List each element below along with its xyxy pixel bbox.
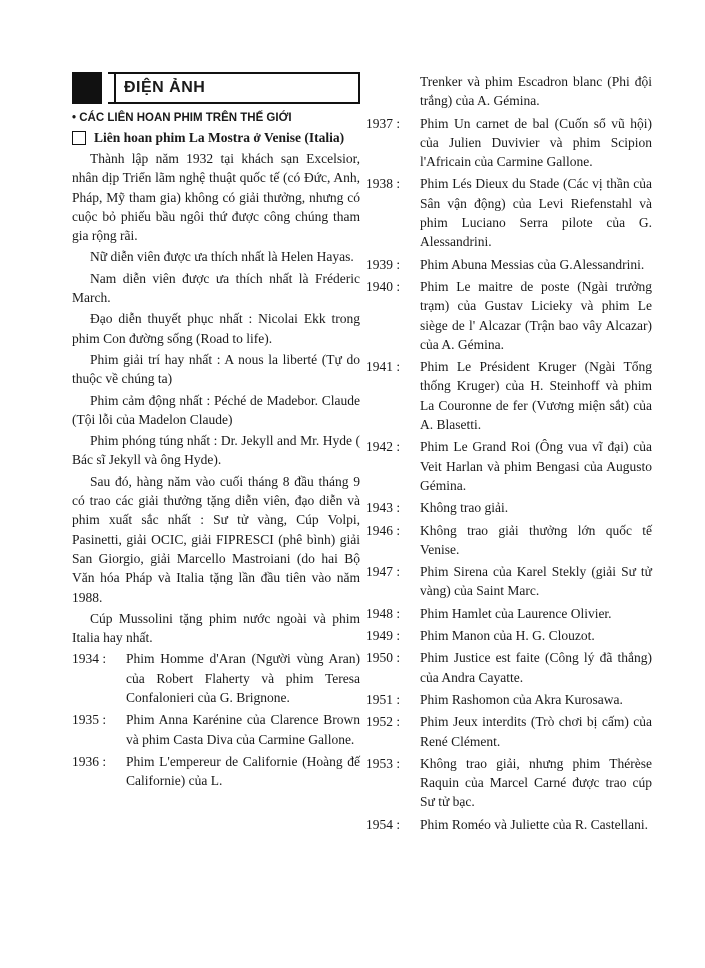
entry-text: Không trao giải, nhưng phim Thérèse Raquin của Marcel Carné được trao cúp Sư tử bạc. [420,755,652,810]
right-year-list [366,114,652,834]
entry-year: 1939 : [366,256,401,272]
intro-paragraph: Phim cảm động nhất : Péché de Madebor. Claude (Tội lỗi của Madelon Claude) [72,392,360,427]
intro-paragraph: Cúp Mussolini tặng phim nước ngoài và phim Italia hay nhất. [72,610,360,646]
entry-year: 1954 : [366,816,401,832]
intro-paragraph: Nam diễn viên được ưa thích nhất là Fréderic March. [72,270,360,306]
intro-paragraph: Sau đó, hàng năm vào cuối tháng 8 đầu tháng 9 có trao các giải thưởng tặng diễn viên, đạo diễn và phim xuất sắc nhất : Sư tử vàng, Cúp Volpi, Pasinetti, giải OCIC, giải FIPRESCI (phê bình) giải San Giorgio, giải Marcello Mastroiani (do hai Bộ Văn hóa Pháp và Italia tặng lần đầu tiên vào năm 1988. [72,473,360,605]
entry-year: 1942 : [366,439,401,455]
entry-year: 1940 : [366,278,401,294]
year-entry [366,648,652,687]
left-column [72,72,360,794]
intro-paragraph: Phim phóng túng nhất : Dr. Jekyll and Mr. Hyde ( Bác sĩ Jekyll và ông Hyde). [72,433,360,468]
section-header [72,72,360,104]
festival-heading-text: Liên hoan phim La Mostra ở Venise (Italia) [94,130,345,145]
entry-year: 1938 : [366,176,401,192]
entry-year: 1943 : [366,500,401,516]
entry-year: 1934 : [72,651,107,667]
entry-text: Phim Anna Karénine của Clarence Brown và phim Casta Diva của Carmine Gallone. [126,712,360,747]
year-entry [366,498,652,517]
right-column [366,72,652,837]
entry-text: Không trao giải thưởng lớn quốc tế Venise. [420,522,652,557]
entry-year: 1941 : [366,359,401,375]
subsection-title: • CÁC LIÊN HOAN PHIM TRÊN THẾ GIỚI [72,112,292,124]
entry-text: Phim Le Grand Roi (Ông vua vĩ đại) của Veit Harlan và phim Bengasi của Augusto Gémina. [420,439,652,493]
year-entry [366,521,652,560]
entry-continuation: Trenker và phim Escadron blanc (Phi đội trắng) của A. Gémina. [420,74,652,109]
entry-year: 1946 : [366,522,401,538]
entry-year: 1948 : [366,605,401,621]
entry-text: Phim Roméo và Juliette của R. Castellani. [420,816,648,832]
entry-year: 1950 : [366,650,401,666]
section-title: ĐIỆN ẢNH [124,79,206,96]
year-entry [366,114,652,172]
year-entry [72,710,360,749]
year-entry [366,712,652,751]
year-entry [366,604,652,623]
intro-text [72,149,360,647]
section-marker-block [72,72,102,104]
entry-text: Phim Manon của H. G. Clouzot. [420,628,595,644]
intro-paragraph: Phim giải trí hay nhất : A nous la liberté (Tự do thuộc về chúng ta) [72,351,360,387]
year-entry [366,754,652,812]
entry-text: Phim Rashomon của Akra Kurosawa. [420,691,623,707]
entry-text: Phim Jeux interdits (Trò chơi bị cấm) của René Clément. [420,714,652,749]
year-entry [366,690,652,709]
entry-year: 1935 : [72,712,107,728]
festival-heading [72,128,360,147]
year-entry [366,437,652,495]
year-entry [366,626,652,645]
entry-text: Phim Lés Dieux du Stade (Các vị thần của Sân vận động) của Levi Riefenstahl và phim Luciano Serra pilote của G. Alessandrini. [420,176,652,250]
entry-text: Phim Homme d'Aran (Người vùng Aran) của Robert Flaherty và phim Teresa Confalonieri của G. Brignone. [126,651,360,706]
year-entry [366,562,652,601]
year-entry [366,255,652,274]
entry-year: 1951 : [366,691,401,707]
year-entry [72,752,360,791]
checkbox-bullet-icon [72,131,86,145]
year-entry [366,277,652,354]
section-title-box [108,72,360,104]
entry-year: 1936 : [72,753,107,769]
year-entry [366,174,652,251]
entry-year: 1937 : [366,115,401,131]
entry-year: 1953 : [366,755,401,771]
entry-year: 1947 : [366,564,401,580]
year-entry [366,357,652,434]
year-entry [72,649,360,707]
entry-year: 1952 : [366,714,401,730]
entry-text: Phim Abuna Messias của G.Alessandrini. [420,256,645,272]
entry-text: Phim Le maitre de poste (Ngài trưởng trạm) của Gustav Licieky và phim Le siège de l' Alcazar (Trận bao vây Alcazar) của A. Gémina. [420,278,652,352]
intro-paragraph: Thành lập năm 1932 tại khách sạn Excelsior, nhân dịp Triển lãm nghệ thuật quốc tế (có Đức, Anh, Pháp, Mỹ tham gia) không có giải thưởng, nhưng có cuộc bỏ phiếu bầu ngôi thứ được công chúng tham gia rộng rãi. [72,151,360,244]
intro-paragraph: Đạo diễn thuyết phục nhất : Nicolai Ekk trong phim Con đường sống (Road to life). [72,311,360,346]
entry-text: Phim Sirena của Karel Stekly (giải Sư tử vàng) của Saint Marc. [420,564,652,599]
entry-text: Phim Le Président Kruger (Ngài Tổng thống Kruger) của H. Steinhoff và phim La Couronne de fer (Vương miện sắt) của A. Blasetti. [420,359,652,433]
left-year-list [72,649,360,790]
entry-year: 1949 : [366,628,401,644]
entry-text: Không trao giải. [420,500,509,516]
entry-text: Phim L'empereur de Californie (Hoàng đế Californie) của L. [126,753,360,789]
entry-text: Phim Justice est faite (Công lý đã thắng) của Andra Cayatte. [420,650,652,685]
year-entry [366,815,652,834]
entry-text: Phim Un carnet de bal (Cuốn sổ vũ hội) của Julien Duvivier và phim Scipion l'Africain của Carmine Gallone. [420,115,652,170]
entry-text: Phim Hamlet của Laurence Olivier. [420,605,612,621]
intro-paragraph: Nữ diễn viên được ưa thích nhất là Helen Hayas. [90,249,354,265]
